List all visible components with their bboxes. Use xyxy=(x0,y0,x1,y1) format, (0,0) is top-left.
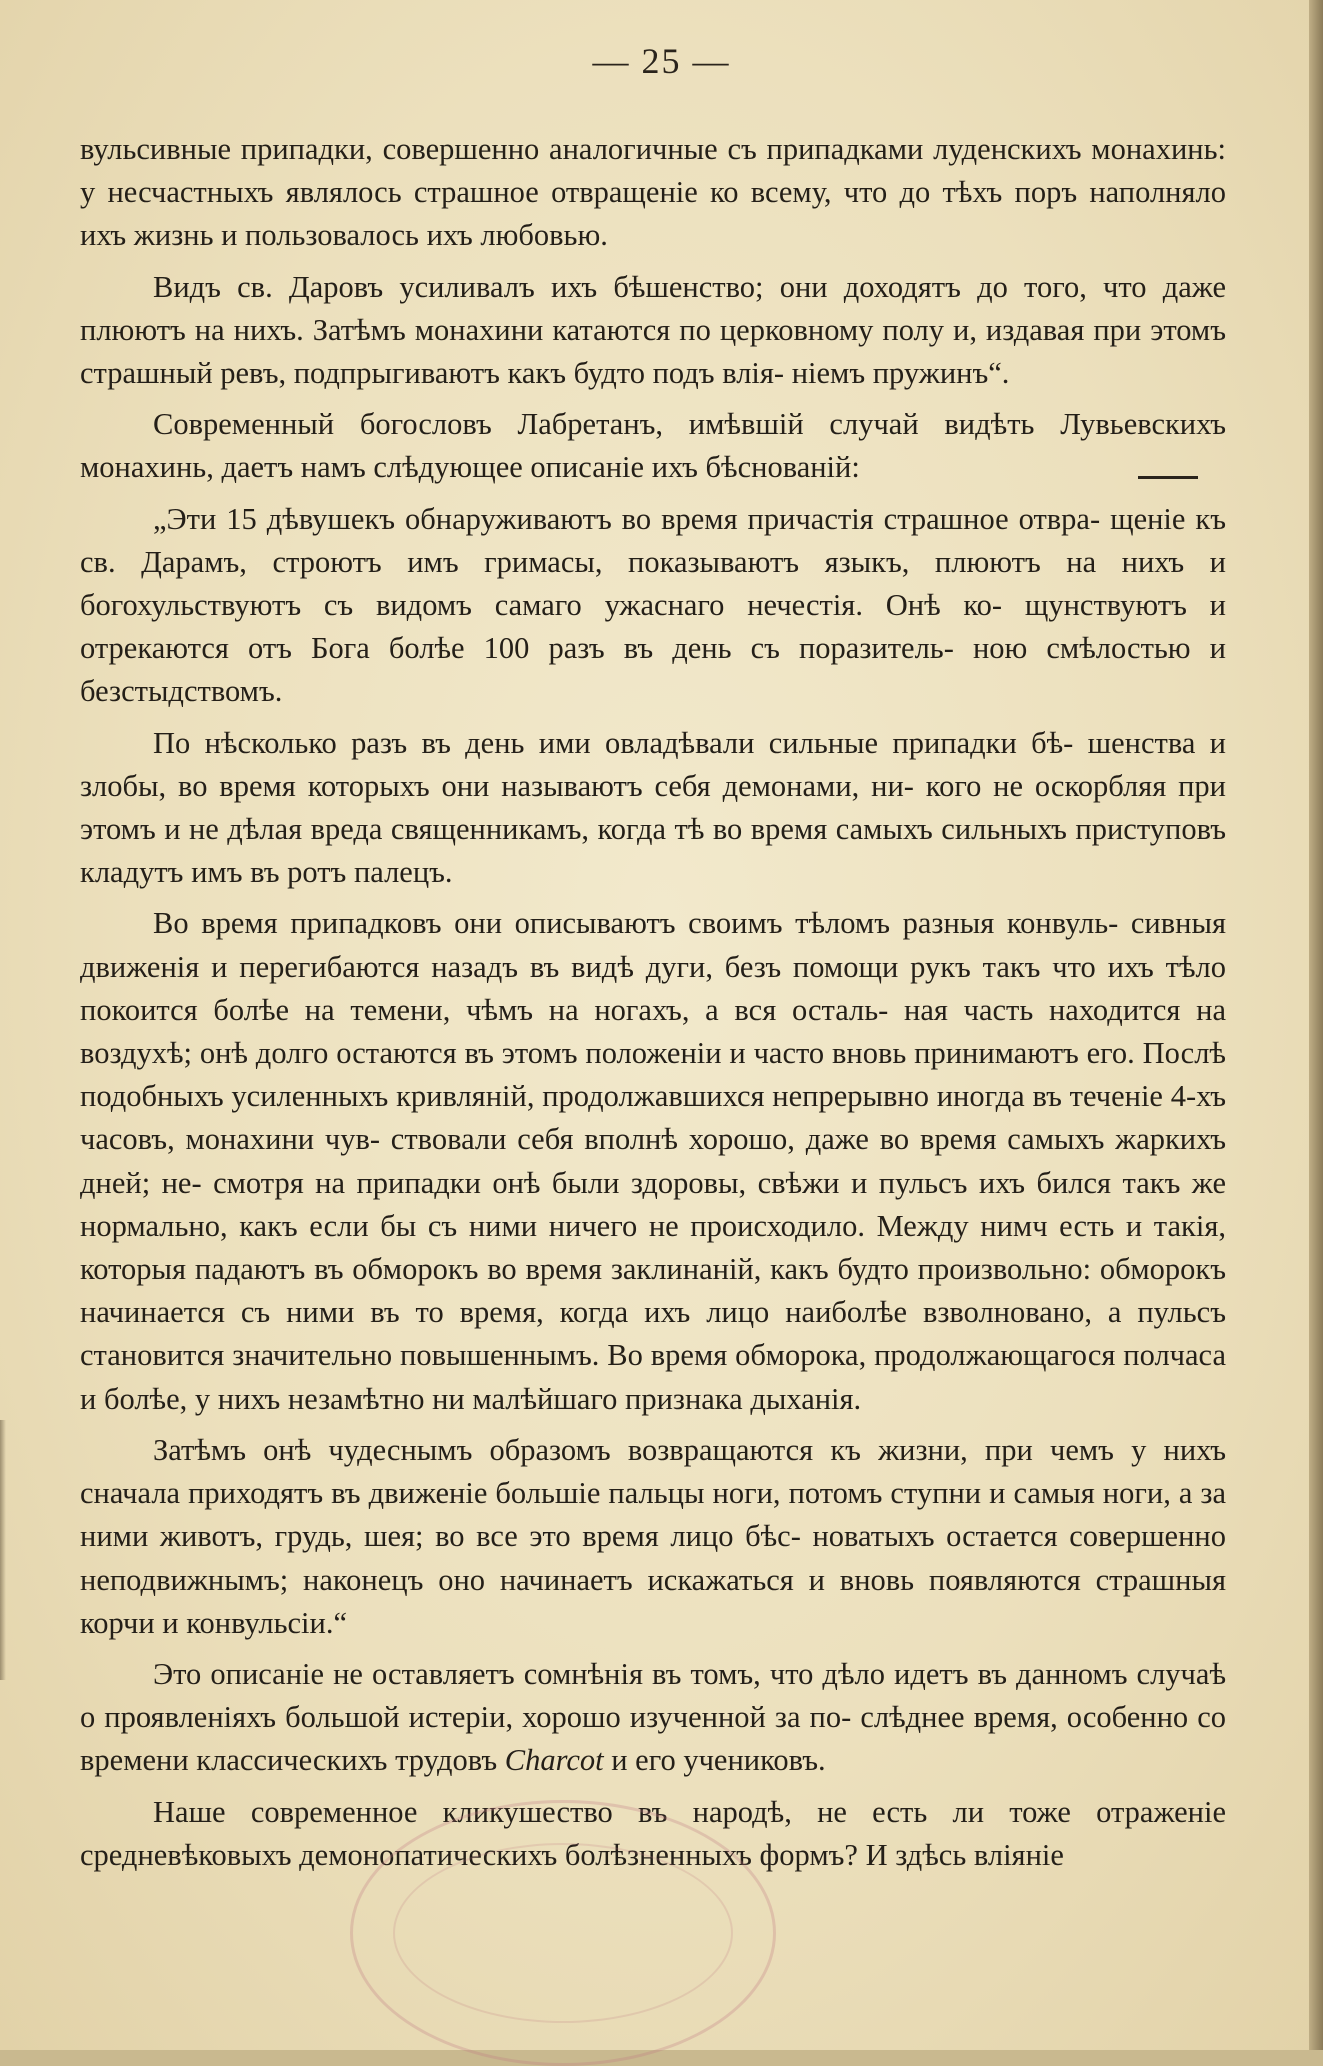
paragraph-8 xyxy=(80,1653,1226,1783)
charcot-italic: Charcot xyxy=(504,1743,604,1778)
paragraph-6: Во время припадковъ они описываютъ своимъ тѣломъ разныя конвуль- сивныя движенія и перегибаются назадъ въ видѣ дуги, безъ помощи рукъ такъ что ихъ тѣло покоится болѣе на темени, чѣмъ на ногахъ, а вся осталь- ная часть находится на воздухѣ; онѣ долго остаются въ этомъ положеніи и часто вновь принимаютъ его. Послѣ подобныхъ усиленныхъ кривляній, продолжавшихся непрерывно иногда въ теченіе 4-хъ часовъ, монахини чув- ствовали себя вполнѣ хорошо, даже во время самыхъ жаркихъ дней; не- смотря на припадки онѣ были здоровы, свѣжи и пульсъ ихъ бился такъ же нормально, какъ если бы съ ними ничего не происходило. Между нимч есть и такія, которыя падаютъ въ обморокъ во время заклинаній, какъ будто произвольно: обморокъ начинается съ ними въ то время, когда ихъ лицо наиболѣе взволновано, а пульсъ становится значительно повышеннымъ. Во время обморока, продолжающагося полчаса и болѣе, у нихъ незамѣтно ни малѣйшаго признака дыханія. xyxy=(80,906,1226,1416)
paragraph-9: Наше современное кликушество въ народѣ, не есть ли тоже отраженіе средневѣковыхъ демонопатическихъ болѣзненныхъ формъ? И здѣсь вліяніе xyxy=(80,1794,1226,1872)
paragraph-8-text-before: Это описаніе не оставляетъ сомнѣнія въ томъ, что дѣло идетъ въ данномъ случаѣ о проявленіяхъ большой истеріи, хорошо изученной за по- слѣднее время, особенно со времени классическихъ трудовъ xyxy=(80,1656,1226,1778)
page-number: — 25 — xyxy=(592,41,731,81)
body-text xyxy=(80,128,1226,1877)
paragraph-1: вульсивные припадки, совершенно аналогичные съ припадками луденскихъ монахинь: у несчастныхъ являлось страшное отвращеніе ко всему, что до тѣхъ поръ наполняло ихъ жизнь и пользовалось ихъ любовью. xyxy=(80,132,1226,253)
paragraph-8-text-after: и его учениковъ. xyxy=(603,1743,826,1778)
paragraph-4: „Эти 15 дѣвушекъ обнаруживаютъ во время причастія страшное отвра- щеніе къ св. Дарамъ, строютъ имъ гримасы, показываютъ языкъ, плюютъ на нихъ и богохульствуютъ съ видомъ самаго ужаснаго нечестія. Онѣ ко- щунствуютъ и отрекаются отъ Бога болѣе 100 разъ въ день съ поразитель- ною смѣлостью и безстыдствомъ. xyxy=(80,501,1226,709)
page-edge-right xyxy=(1309,0,1323,2050)
paragraph-3: Современный богословъ Лабретанъ, имѣвшій случай видѣть Лувьевскихъ монахинь, даетъ намъ слѣдующее описаніе ихъ бѣснованій: xyxy=(80,407,1226,485)
paragraph-7: Затѣмъ онѣ чудеснымъ образомъ возвращаются къ жизни, при чемъ у нихъ сначала приходятъ въ движеніе большіе пальцы ноги, потомъ ступни и самыя ноги, а за ними животъ, грудь, шея; во все это время лицо бѣс- новатыхъ остается совершенно неподвижнымъ; наконецъ оно начинаетъ искажаться и вновь появляются страшныя корчи и конвульсіи.“ xyxy=(80,1432,1226,1640)
paragraph-5: По нѣсколько разъ въ день ими овладѣвали сильные припадки бѣ- шенства и злобы, во время которыхъ они называютъ себя демонами, ни- кого не оскорбляя при этомъ и не дѣлая вреда священникамъ, когда тѣ во время самыхъ сильныхъ приступовъ кладутъ имъ въ ротъ палецъ. xyxy=(80,725,1226,890)
paragraph-2: Видъ св. Даровъ усиливалъ ихъ бѣшенство; они доходятъ до того, что даже плюютъ на нихъ. Затѣмъ монахини катаются по церковному полу и, издавая при этомъ страшный ревъ, подпрыгиваютъ какъ будто подъ влія- ніемъ пружинъ“. xyxy=(80,269,1226,391)
page-edge-left xyxy=(0,1420,6,1680)
